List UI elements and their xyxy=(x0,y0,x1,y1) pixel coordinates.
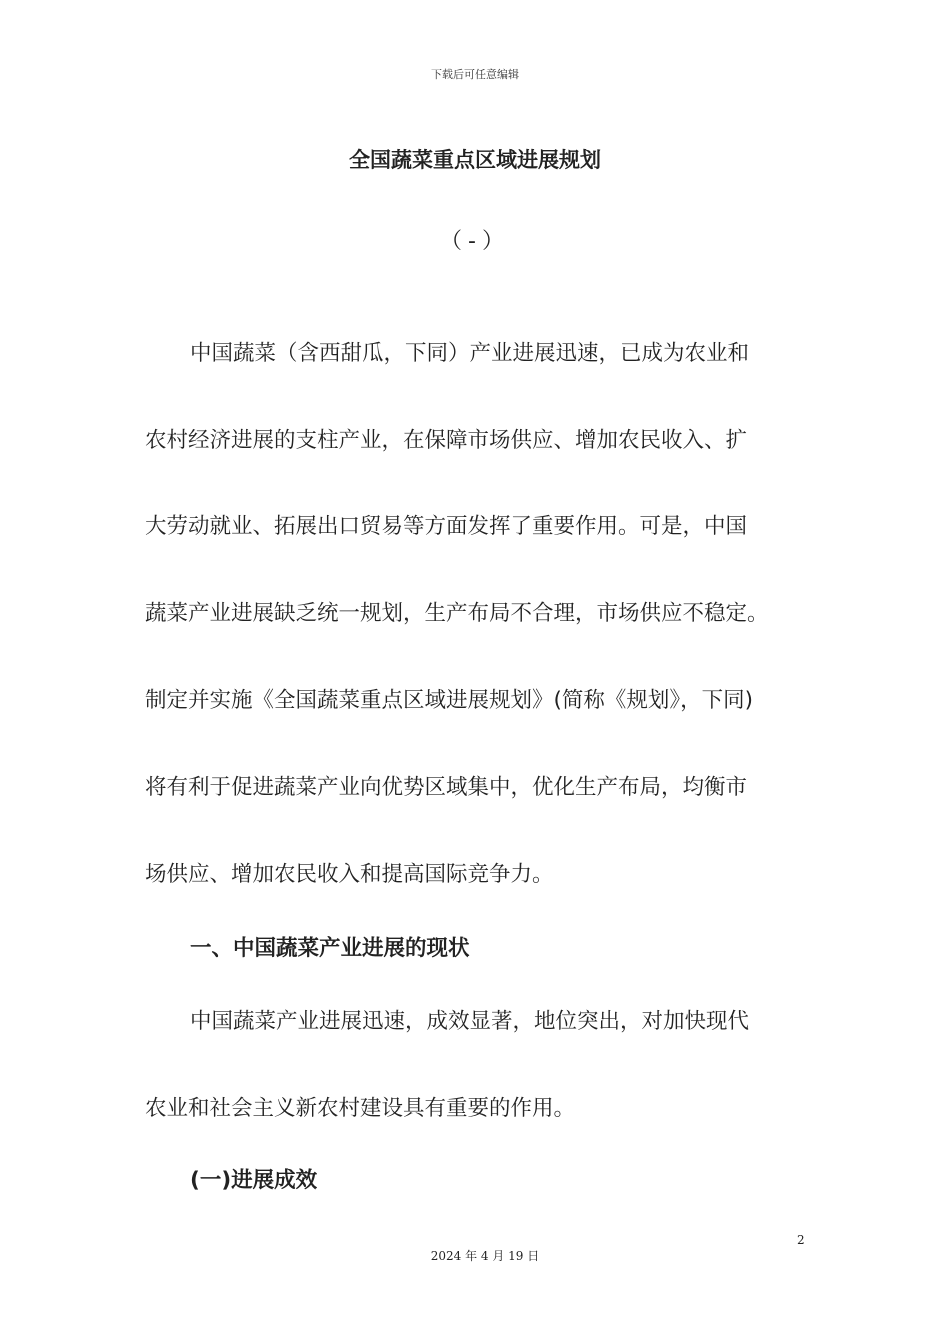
paragraph-line: 蔬菜产业进展缺乏统一规划，生产布局不合理，市场供应不稳定。 xyxy=(145,601,769,626)
paragraph-line: 农业和社会主义新农村建设具有重要的作用。 xyxy=(145,1096,576,1121)
paragraph-line: 将有利于促进蔬菜产业向优势区域集中，优化生产布局，均衡市 xyxy=(145,775,748,800)
header-note: 下载后可任意编辑 xyxy=(431,68,519,81)
page-number: 2 xyxy=(797,1233,805,1247)
document-title: 全国蔬菜重点区域进展规划 xyxy=(349,148,601,172)
section-heading: 一、中国蔬菜产业进展的现状 xyxy=(190,936,470,961)
paragraph-line: 场供应、增加农民收入和提高国际竞争力。 xyxy=(145,862,554,887)
paragraph-line: 制定并实施《全国蔬菜重点区域进展规划》(简称《规划》，下同) xyxy=(145,688,754,713)
paragraph-line: 农村经济进展的支柱产业，在保障市场供应、增加农民收入、扩 xyxy=(145,428,748,453)
footer-date: 2024 年 4 月 19 日 xyxy=(430,1249,540,1263)
document-subtitle: （-） xyxy=(440,229,510,254)
paragraph-line: 中国蔬菜产业进展迅速，成效显著，地位突出，对加快现代 xyxy=(190,1009,750,1034)
subsection-heading: (一)进展成效 xyxy=(190,1168,318,1193)
paragraph-line: 大劳动就业、拓展出口贸易等方面发挥了重要作用。可是，中国 xyxy=(145,514,748,539)
paragraph-line: 中国蔬菜（含西甜瓜，下同）产业进展迅速，已成为农业和 xyxy=(190,341,750,366)
